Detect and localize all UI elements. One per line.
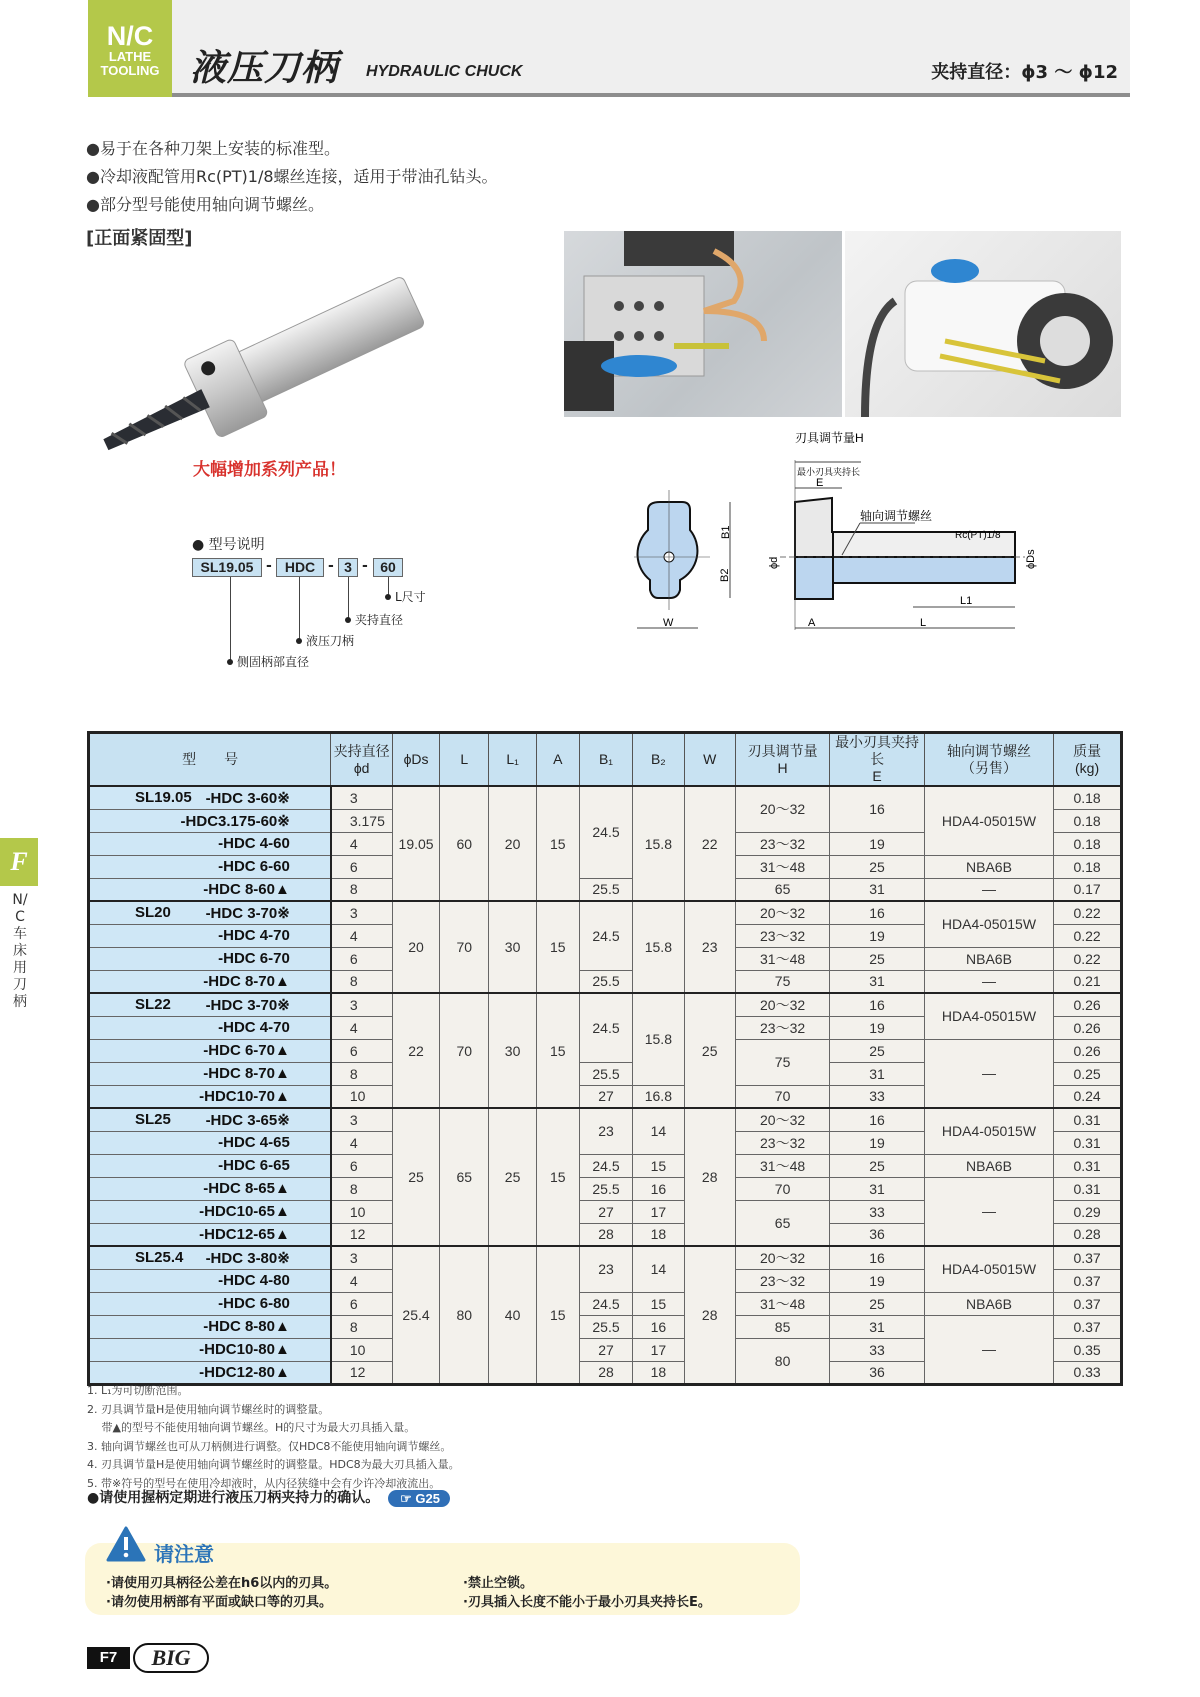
model-part-diameter: 3 (338, 558, 358, 577)
svg-text:L1: L1 (960, 595, 973, 607)
svg-text:ϕDs: ϕDs (1025, 549, 1037, 569)
promo-text: 大幅增加系列产品！ (193, 460, 346, 480)
caution-item: ·请勿使用柄部有平面或缺口等的刃具。 (106, 1595, 332, 1610)
table-row: -HDC 8-60▲ 8 25.5 65 31 — 0.17 (89, 878, 1122, 901)
col-clamp-dia: 夹持直径 ϕd (331, 733, 393, 787)
col-b2: B₂ (633, 733, 684, 787)
model-part-length: 60 (373, 558, 403, 577)
table-row: -HDC 8-65▲ 8 25.5 16 70 31 — 0.31 (89, 1177, 1122, 1200)
svg-text:E: E (816, 477, 824, 489)
table-row: -HDC 4-70 4 23～32 19 0.22 (89, 924, 1122, 947)
table-row: SL19.05 -HDC 3-60※ 3 19.05 60 20 15 24.5 15.8 22 20～32 16 HDA4-05015W 0.18 (89, 786, 1122, 809)
badge-title: N/C (106, 21, 154, 51)
footnote: 5. 带※符号的型号在使用冷却液时，从内径狭缝中会有少许冷却液流出。 (87, 1476, 441, 1490)
label-shank-dia: 侧固柄部直径 (237, 655, 310, 669)
feature-list (86, 135, 498, 219)
leader-dot (385, 594, 391, 600)
page-reference-link[interactable]: ☞ G25 (388, 1490, 450, 1507)
table-row: -HDC10-65▲ 10 27 17 65 33 0.29 (89, 1200, 1122, 1223)
model-explain-title: ● 型号说明 (192, 537, 265, 553)
badge-line1: LATHE (108, 49, 152, 64)
clamp-range: 夹持直径：ϕ3 ～ ϕ12 (931, 62, 1118, 83)
caution-item: ·禁止空锁。 (463, 1576, 533, 1591)
label-l-size: L尺寸 (395, 590, 426, 604)
svg-text:Rc(PT)1/8: Rc(PT)1/8 (955, 530, 1001, 541)
section-tab-label: N/C车床用刀柄 (12, 892, 28, 1010)
section-tab[interactable]: F (0, 838, 38, 886)
table-row: SL25.4 -HDC 3-80※ 3 25.4 80 40 15 23 14 28 20～32 16 HDA4-05015W 0.37 (89, 1246, 1122, 1269)
check-note: ●请使用握柄定期进行液压刀柄夹持力的确认。 ☞ G25 (87, 1487, 450, 1507)
page-number: F7 (87, 1647, 130, 1669)
feature-item: ●部分型号能使用轴向调节螺丝。 (86, 195, 324, 214)
feature-item: ●易于在各种刀架上安装的标准型。 (86, 139, 340, 158)
table-header-row (89, 733, 1122, 787)
table-row: SL25 -HDC 3-65※ 3 25 65 25 15 23 14 28 20～32 16 HDA4-05015W 0.31 (89, 1108, 1122, 1131)
model-part-type: HDC (276, 558, 324, 577)
table-row: -HDC10-80▲ 10 27 17 80 33 0.35 (89, 1338, 1122, 1361)
label-hydraulic: 液压刀柄 (306, 634, 355, 648)
col-e: 最小刃具夹持长 E (830, 733, 924, 787)
col-b1: B₁ (579, 733, 632, 787)
feature-item: ●冷却液配管用Rc(PT)1/8螺丝连接，适用于带油孔钻头。 (86, 167, 498, 186)
col-model: 型 号 (89, 733, 331, 787)
model-part-shank: SL19.05 (192, 558, 262, 577)
model-separator: - (362, 558, 368, 574)
svg-text:W: W (663, 617, 674, 629)
pointing-hand-icon: ☞ (400, 1490, 416, 1506)
footnote: 1. L₁为可切断范围。 (87, 1384, 189, 1397)
footnote: 4. 刃具调节量H是使用轴向调节螺丝时的调整量。HDC8为最大刃具插入量。 (87, 1458, 460, 1471)
col-l1: L₁ (489, 733, 536, 787)
caution-item: ·刃具插入长度不能小于最小刃具夹持长E。 (463, 1595, 711, 1610)
svg-text:ϕd: ϕd (768, 556, 780, 569)
category-badge (88, 0, 172, 97)
svg-text:A: A (808, 617, 816, 629)
table-row: -HDC 4-80 4 23～32 19 0.37 (89, 1269, 1122, 1292)
footnote: 3. 轴向调节螺丝也可从刀柄侧进行调整。仅HDC8不能使用轴向调节螺丝。 (87, 1439, 452, 1453)
table-row: -HDC 6-60 6 31～48 25 NBA6B 0.18 (89, 855, 1122, 878)
footnote: 带▲的型号不能使用轴向调节螺丝。H的尺寸为最大刃具插入量。 (87, 1421, 416, 1434)
svg-text:最小刃具夹持长: 最小刃具夹持长 (797, 467, 861, 477)
label-clamp-dia: 夹持直径 (355, 613, 404, 627)
product-image (88, 262, 438, 462)
col-h: 刃具调节量 H (735, 733, 829, 787)
col-w: W (684, 733, 735, 787)
svg-text:L: L (920, 617, 927, 629)
model-separator: - (266, 558, 272, 574)
col-ds: ϕDs (392, 733, 439, 787)
header-underline (170, 93, 1130, 97)
table-row: -HDC 4-70 4 23～32 19 0.26 (89, 1016, 1122, 1039)
application-photo-turret (564, 231, 842, 417)
footnotes (87, 1382, 460, 1493)
table-row: SL20 -HDC 3-70※ 3 20 70 30 15 24.5 15.8 23 20～32 16 HDA4-05015W 0.22 (89, 901, 1122, 924)
page-title: 液压刀柄 (190, 48, 339, 89)
col-mass: 质量 (kg) (1054, 733, 1122, 787)
badge-line2: TOOLING (100, 63, 160, 78)
table-row: SL22 -HDC 3-70※ 3 22 70 30 15 24.5 15.8 25 20～32 16 HDA4-05015W 0.26 (89, 993, 1122, 1016)
table-row: -HDC 6-80 6 24.5 15 31～48 25 NBA6B 0.37 (89, 1292, 1122, 1315)
leader-line (230, 577, 231, 662)
table-row: -HDC 4-60 4 23～32 19 0.18 (89, 832, 1122, 855)
page-title-en: HYDRAULIC CHUCK (366, 63, 523, 80)
table-row: -HDC 6-65 6 24.5 15 31～48 25 NBA6B 0.31 (89, 1154, 1122, 1177)
table-row: -HDC12-80▲ 12 28 18 36 0.33 (89, 1361, 1122, 1384)
label-b1: B1 (720, 525, 732, 539)
leader-dot (345, 617, 351, 623)
svg-text:轴向调节螺丝: 轴向调节螺丝 (860, 509, 933, 523)
table-row: -HDC 8-80▲ 8 25.5 16 85 31 — 0.37 (89, 1315, 1122, 1338)
application-photo-spindle (845, 231, 1121, 417)
col-a: A (536, 733, 579, 787)
leader-dot (296, 638, 302, 644)
caution-item: ·请使用刃具柄径公差在h6以内的刃具。 (106, 1576, 338, 1591)
model-separator: - (328, 558, 334, 574)
svg-text:刃具调节量H: 刃具调节量H (795, 431, 864, 445)
warning-icon (106, 1526, 146, 1562)
dimension-drawing (620, 430, 1040, 690)
table-row: -HDC 8-70▲ 8 25.5 31 0.25 (89, 1062, 1122, 1085)
caution-title: 请注意 (154, 1542, 214, 1566)
table-row: -HDC10-70▲ 10 27 16.8 70 33 0.24 (89, 1085, 1122, 1108)
table-row: -HDC 6-70▲ 6 75 25 — 0.26 (89, 1039, 1122, 1062)
brand-logo: BIG (133, 1643, 209, 1673)
subtype-heading: [正面紧固型] (86, 228, 193, 249)
table-row: -HDC 6-70 6 31～48 25 NBA6B 0.22 (89, 947, 1122, 970)
table-row: -HDC12-65▲ 12 28 18 36 0.28 (89, 1223, 1122, 1246)
table-row: -HDC3.175-60※ 3.175 0.18 (89, 809, 1122, 832)
label-b2: B2 (719, 568, 731, 582)
col-l: L (440, 733, 489, 787)
leader-line (348, 577, 349, 620)
table-row: -HDC 4-65 4 23～32 19 0.31 (89, 1131, 1122, 1154)
leader-line (299, 577, 300, 641)
spec-table (87, 731, 1123, 1386)
leader-dot (227, 659, 233, 665)
col-screw: 轴向调节螺丝 （另售） (924, 733, 1053, 787)
footnote: 2. 刃具调节量H是使用轴向调节螺丝时的调整量。 (87, 1402, 330, 1416)
table-row: -HDC 8-70▲ 8 25.5 75 31 — 0.21 (89, 970, 1122, 993)
